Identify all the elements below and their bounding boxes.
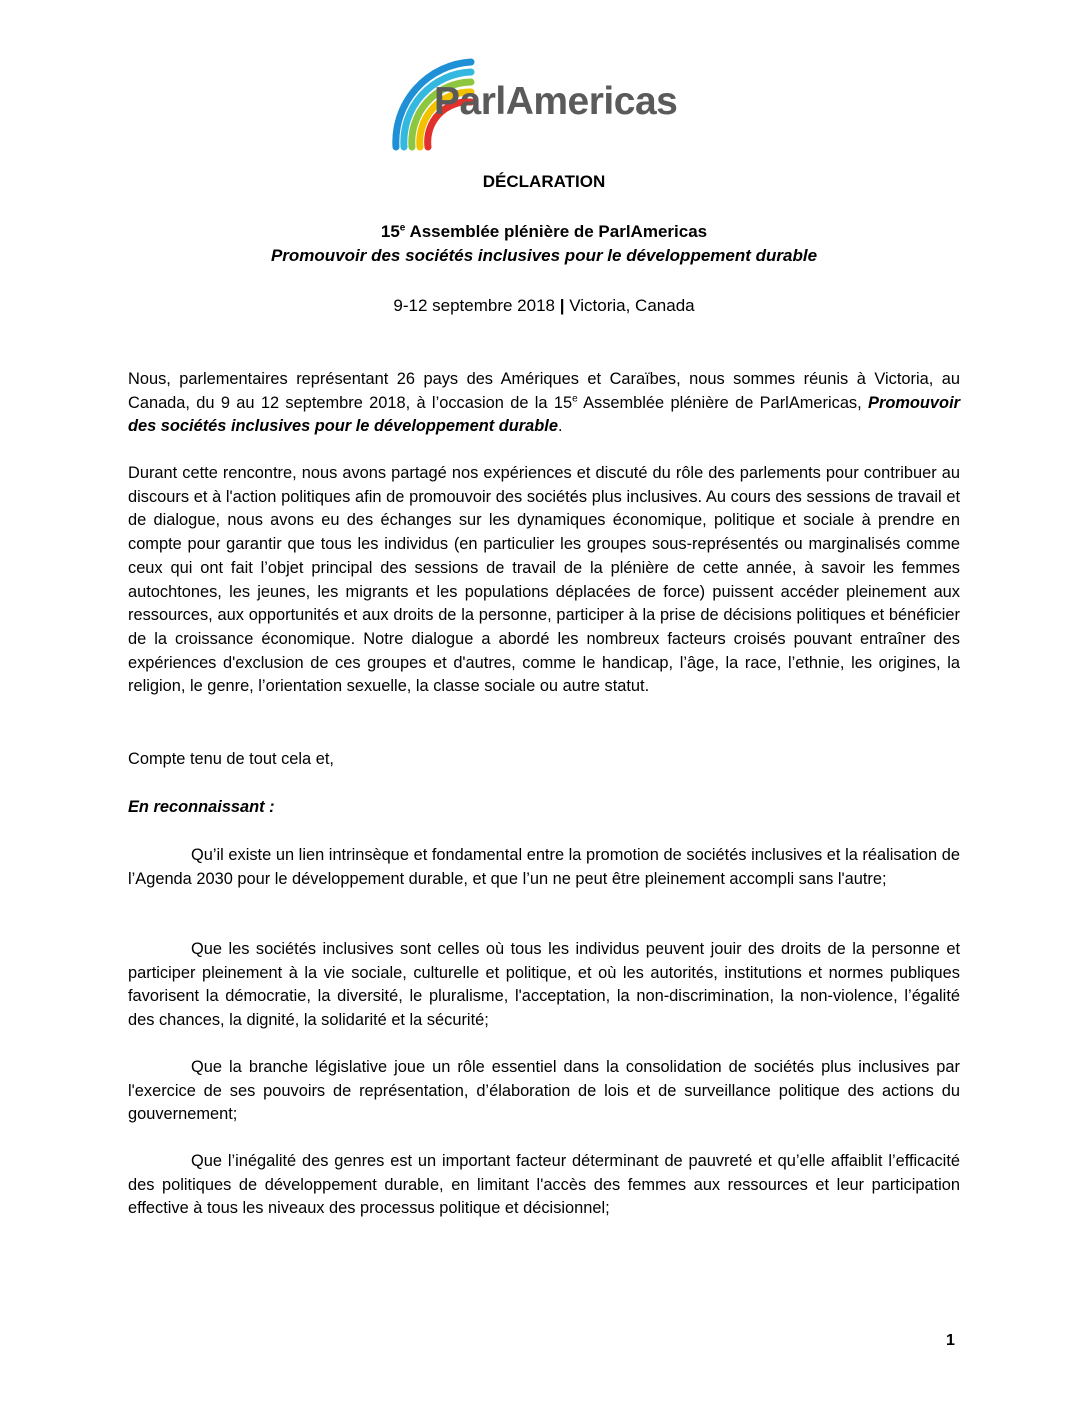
assembly-number: 15 <box>380 222 400 241</box>
paragraph-inclusive-societies: Que les sociétés inclusives sont celles où tous les individus peuvent jouir des droits de la personne et participer pleinement à la vie sociale, culturelle et politique, et où les autorités, institutions et normes publiques favorisent la démocratie, la diversité, le pluralisme, l'acceptation, la non-discrimination, la non-violence, l’égalité des chances, la dignité, la solidarité et la sécurité; <box>128 940 960 1030</box>
page-number: 1 <box>946 1332 955 1349</box>
inline-theme: Promouvoir des sociétés inclusives pour le développement durable <box>128 393 960 436</box>
paragraph-intro: Nous, parlementaires représentant 26 pays des Amériques et Caraïbes, nous sommes réunis à Victoria, au Canada, du 9 au 12 septembre 2018, à l’occasion de la 15e Assemblée plénière de ParlAmericas, Promouvoir des sociétés inclusives pour le développement durable. <box>128 370 960 436</box>
assembly-name: Assemblée plénière de ParlAmericas <box>405 222 708 241</box>
paragraph-considering: Compte tenu de tout cela et, <box>128 750 334 768</box>
parlamericas-logo <box>376 52 696 152</box>
separator: | <box>559 296 565 315</box>
assembly-superscript: e <box>399 222 406 234</box>
paragraph-link-2030: Qu’il existe un lien intrinsèque et fondamental entre la promotion de sociétés inclusives et la réalisation de l’Agenda 2030 pour le développement durable, et que l’un ne peut être pleinement accompli sans l'autre; <box>128 846 960 888</box>
location: Victoria, Canada <box>569 296 695 315</box>
logo-text: ParlAmericas <box>434 80 678 123</box>
document-title: DÉCLARATION <box>482 172 606 191</box>
assembly-theme: Promouvoir des sociétés inclusives pour le développement durable <box>270 246 818 265</box>
paragraph-gender-inequality: Que l’inégalité des genres est un important facteur déterminant de pauvreté et qu’elle affaiblit l’efficacité des politiques de développement durable, en limitant l'accès des femmes aux ressources et leur participation effective à tous les niveaux des processus politique et décisionnel; <box>128 1152 960 1218</box>
dates: 9-12 septembre 2018 <box>393 296 555 315</box>
paragraph-recognizing: En reconnaissant : <box>128 798 275 816</box>
dates-location <box>0 296 1088 316</box>
assembly-heading <box>0 222 1088 242</box>
paragraph-legislative: Que la branche législative joue un rôle essentiel dans la consolidation de sociétés plus inclusives par l'exercice de ses pouvoirs de représentation, d’élaboration de lois et de surveillance politique des actions du gouvernement; <box>128 1058 960 1124</box>
paragraph-meeting: Durant cette rencontre, nous avons partagé nos expériences et discuté du rôle des parlements pour contribuer au discours et à l'action politiques afin de promouvoir des sociétés plus inclusives. Au cours des sessions de travail et de dialogue, nous avons eu des échanges sur les dynamiques économique, politique et sociale à prendre en compte pour garantir que tous les individus (en particulier les groupes sous-représentés ou marginalisés comme ceux qui ont fait l’objet principal des sessions de travail de la plénière de cette année, à savoir les femmes autochtones, les jeunes, les migrants et les populations déplacées de force) puissent accéder pleinement aux ressources, aux opportunités et aux droits de la personne, participer à la prise de décisions politiques et bénéficier de la croissance économique. Notre dialogue a abordé les nombreux facteurs croisés pouvant entraîner des expériences d'exclusion de ces groupes et d'autres, comme le handicap, l’âge, la race, l’ethnie, les origines, la religion, le genre, l’orientation sexuelle, la classe sociale ou autre statut. <box>128 464 960 696</box>
